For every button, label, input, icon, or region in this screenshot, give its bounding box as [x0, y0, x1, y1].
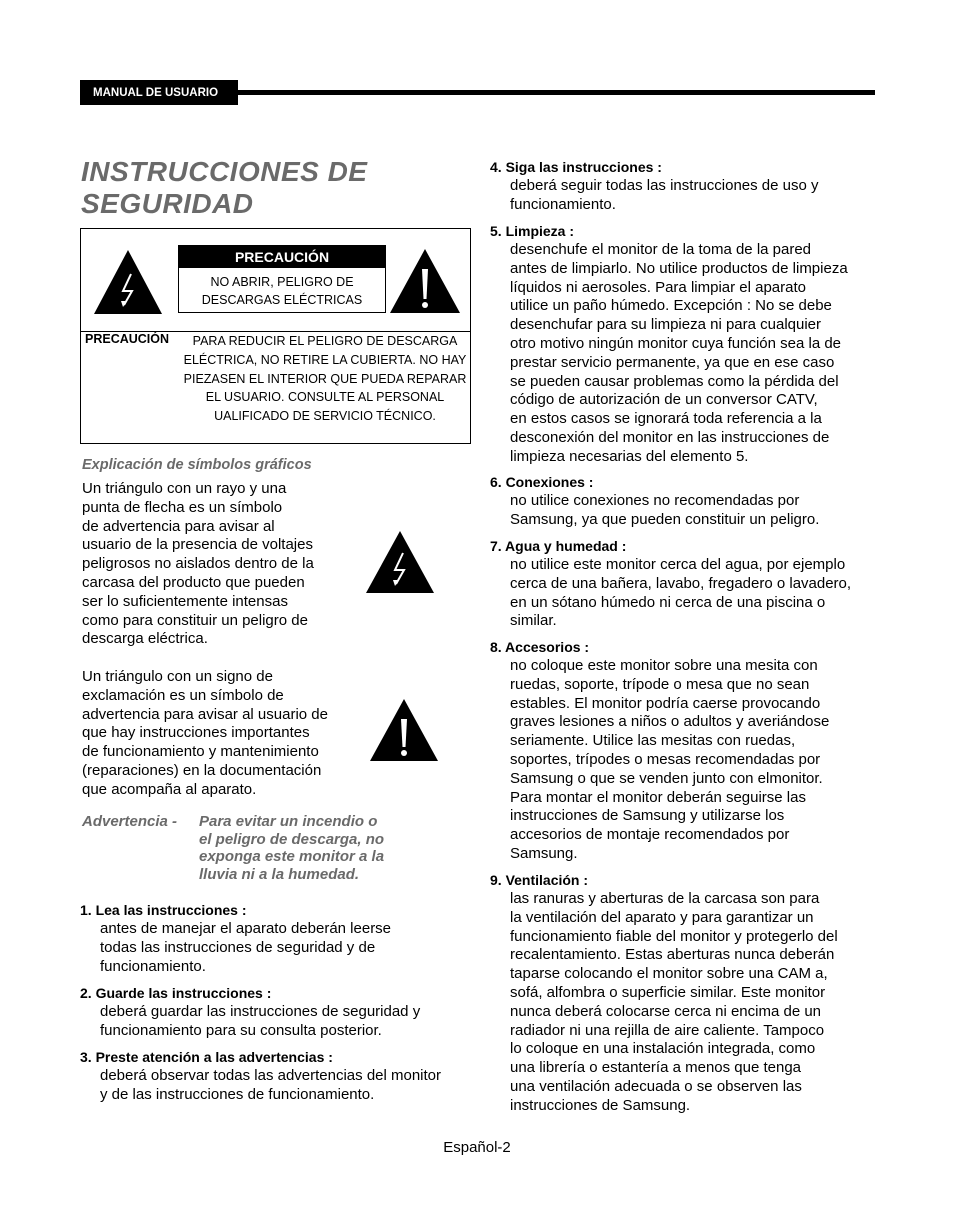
instruction-item-6 [490, 473, 885, 530]
instruction-heading: 6. Conexiones : [490, 474, 594, 490]
instruction-item-7 [490, 537, 885, 631]
instruction-body: antes de manejar el aparato deberán leerse todas las instrucciones de seguridad y de funcionamiento. [100, 920, 392, 975]
instruction-item-2 [80, 984, 470, 1041]
instruction-item-4 [490, 158, 885, 215]
caution-label-title: PRECAUCIÓN [179, 246, 385, 268]
caution-heading: PRECAUCIÓN [85, 332, 170, 346]
instruction-heading: 1. Lea las instrucciones : [80, 902, 247, 918]
instruction-body: las ranuras y aberturas de la carcasa son para la ventilación del aparato y para garantizar un funcionamiento fiable del monitor y protegerlo del recalentamiento. Estas aberturas nunca deberán taparse colocando el monitor sobre una CAM a, sofá, alfombra o superficie similar. Este monitor nunca deberá colocarse cerca ni encima de un radiador ni una rejilla de aire caliente. Tampoco lo coloque en una instalación integrada, como una librería o estantería a menos que tenga una ventilación adecuada o se observen las instrucciones de Samsung. [510, 890, 838, 1114]
instruction-body: no utilice conexiones no recomendadas por Samsung, ya que pueden constituir un peligro. [510, 492, 820, 528]
lightning-symbol-text: Un triángulo con un rayo y una punta de flecha es un símbolo de advertencia para avisar al usuario de la presencia de voltajes peligrosos no aislados dentro de la carcasa del producto que pueden ser lo suficientemente intensas como para constituir un peligro de descarga eléctrica. [82, 480, 314, 648]
header-rule [238, 90, 875, 95]
instruction-body: desenchufe el monitor de la toma de la pared antes de limpiarlo. No utilice productos de limpieza líquidos ni aerosoles. Para limpiar el aparato utilice un paño húmedo. Excepción : No se debe desenchufar para su limpieza ni para cualquier otro motivo ningún monitor cuya función sea la de prestar servicio permanente, ya que en ese caso se pueden causar problemas como la pérdida del código de autorización de un conversor CATV, en estos casos se ignorará toda referencia a la desconexión del monitor en las instrucciones de limpieza necesarias del elemento 5. [510, 241, 848, 465]
instruction-item-9 [490, 871, 885, 1116]
instruction-heading: 9. Ventilación : [490, 872, 589, 888]
caution-text: PARA REDUCIR EL PELIGRO DE DESCARGA ELÉCTRICA, NO RETIRE LA CUBIERTA. NO HAY PIEZASEN EL INTERIOR QUE PUEDA REPARAR EL USUARIO. CONSULTE AL PERSONAL UALIFICADO DE SERVICIO TÉCNICO. [183, 334, 467, 424]
instruction-body: deberá observar todas las advertencias del monitor y de las instrucciones de funcionamiento. [100, 1067, 442, 1103]
instruction-body: deberá guardar las instrucciones de seguridad y funcionamiento para su consulta posterior. [100, 1003, 421, 1039]
warning-note-text: Para evitar un incendio o el peligro de descarga, no exponga este monitor a la lluvia ni a la humedad. [199, 813, 385, 883]
instruction-heading: 2. Guarde las instrucciones : [80, 985, 272, 1001]
header-tab: MANUAL DE USUARIO [80, 80, 238, 105]
symbols-title: Explicación de símbolos gráficos [82, 457, 312, 473]
page-number: Español-2 [443, 1139, 511, 1156]
caution-label-text: NO ABRIR, PELIGRO DE DESCARGAS ELÉCTRICAS [201, 275, 363, 307]
exclamation-warning-icon [388, 247, 462, 315]
instruction-heading: 7. Agua y humedad : [490, 538, 627, 554]
instruction-item-5 [490, 222, 885, 467]
exclamation-symbol-text: Un triángulo con un signo de exclamación es un símbolo de advertencia para avisar al usuario de que hay instrucciones importantes de funcionamiento y mantenimiento (reparaciones) en la documentación que acompaña al aparato. [82, 668, 328, 798]
instruction-heading: 5. Limpieza : [490, 223, 575, 239]
caution-label [178, 245, 386, 313]
lightning-symbol-icon [364, 529, 436, 595]
instruction-heading: 4. Siga las instrucciones : [490, 159, 662, 175]
instruction-item-3 [80, 1048, 470, 1105]
instruction-body: deberá seguir todas las instrucciones de uso y funcionamiento. [510, 177, 819, 213]
page-title-line2: SEGURIDAD [81, 188, 254, 219]
instruction-body: no coloque este monitor sobre una mesita con ruedas, soporte, trípode o mesa que no sean estables. El monitor podría caerse provocando graves lesiones a niños o adultos y averiándose seriamente. Utilice las mesitas con ruedas, soportes, trípodes o mesas recomendadas por Samsung o que se venden junto con elmonitor. Para montar el monitor deberán seguirse las instrucciones de Samsung y utilizarse los accesorios de montaje recomendados por Samsung. [510, 657, 830, 862]
instruction-heading: 3. Preste atención a las advertencias : [80, 1049, 333, 1065]
instruction-item-8 [490, 638, 885, 864]
instruction-item-1 [80, 901, 470, 976]
page-title [81, 156, 367, 220]
lightning-warning-icon [92, 248, 164, 316]
warning-note-label: Advertencia - [82, 813, 178, 830]
exclamation-symbol-icon [368, 697, 440, 763]
page-title-line1: INSTRUCCIONES DE [81, 156, 368, 187]
caution-box [80, 228, 471, 444]
instruction-body: no utilice este monitor cerca del agua, por ejemplo cerca de una bañera, lavabo, fregadero o lavadero, en un sótano húmedo ni cerca de una piscina o similar. [510, 556, 852, 630]
instruction-heading: 8. Accesorios : [490, 639, 590, 655]
